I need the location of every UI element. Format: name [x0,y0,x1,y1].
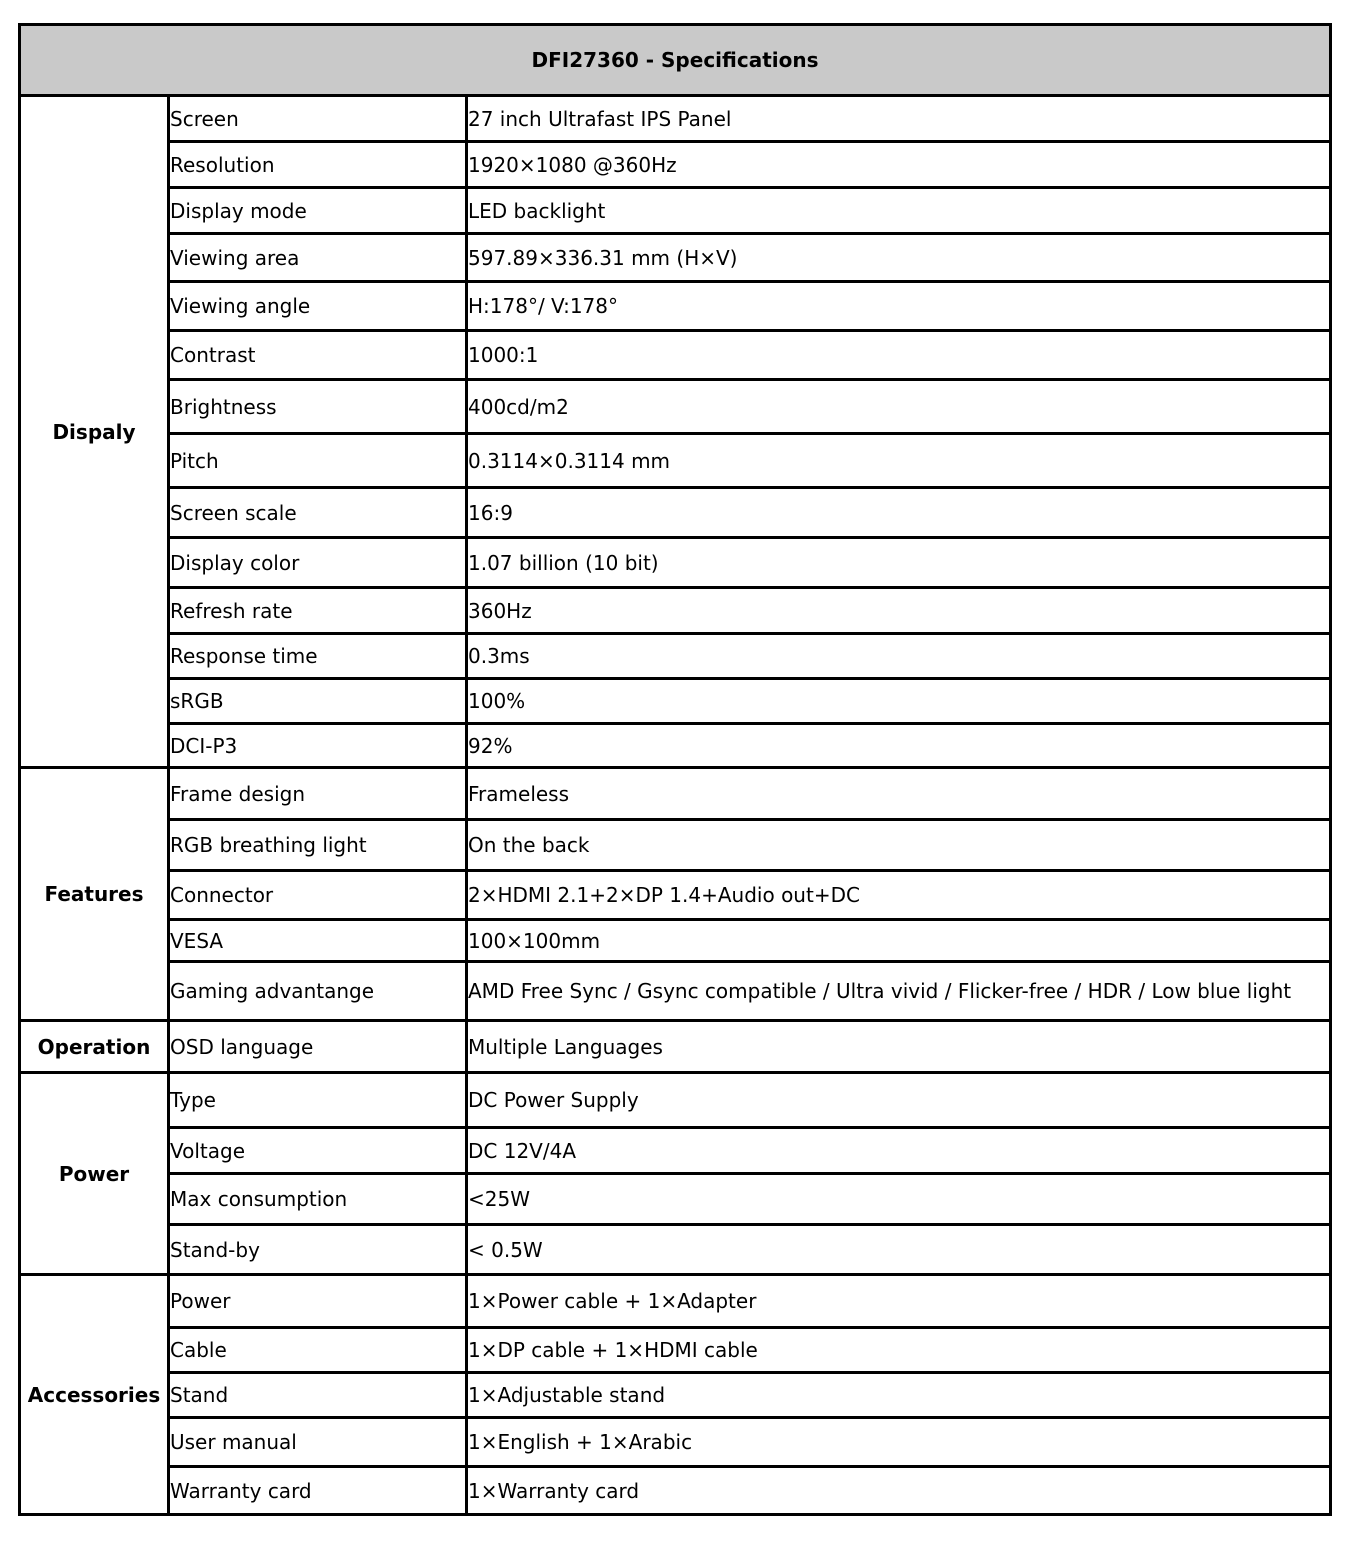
spec-row [20,1021,1331,1073]
spec-row [20,188,1331,234]
spec-row [20,1418,1331,1467]
spec-label: Display mode [169,188,467,234]
section-name: Power [20,1073,169,1275]
spec-label: Power [169,1275,467,1328]
spec-row [20,768,1331,820]
spec-label: Gaming advantange [169,962,467,1021]
spec-value: 100% [467,679,1331,724]
spec-value: 1×Power cable + 1×Adapter [467,1275,1331,1328]
section-name: Operation [20,1021,169,1073]
spec-label: Max consumption [169,1174,467,1225]
spec-value: 597.89×336.31 mm (H×V) [467,234,1331,282]
spec-row [20,820,1331,871]
spec-value: Frameless [467,768,1331,820]
spec-row [20,1467,1331,1515]
spec-row [20,1328,1331,1373]
spec-row [20,380,1331,434]
spec-label: Screen [169,96,467,142]
spec-value: 1000:1 [467,331,1331,380]
spec-value: 1×English + 1×Arabic [467,1418,1331,1467]
spec-label: Response time [169,634,467,679]
spec-value: 0.3114×0.3114 mm [467,434,1331,488]
spec-value: 1×Adjustable stand [467,1373,1331,1418]
spec-row [20,282,1331,331]
section-name: Accessories [20,1275,169,1515]
spec-row [20,1373,1331,1418]
spec-value: H:178°/ V:178° [467,282,1331,331]
spec-label: sRGB [169,679,467,724]
spec-value: 0.3ms [467,634,1331,679]
spec-value: 16:9 [467,488,1331,538]
title-row [20,25,1331,96]
page-title: DFI27360 - Specifications [20,25,1331,96]
spec-value: 1×Warranty card [467,1467,1331,1515]
spec-label: DCI-P3 [169,724,467,768]
spec-row [20,96,1331,142]
spec-label: User manual [169,1418,467,1467]
spec-value: 360Hz [467,588,1331,634]
spec-value: DC 12V/4A [467,1128,1331,1174]
spec-value: < 0.5W [467,1225,1331,1275]
spec-row [20,434,1331,488]
spec-value: Multiple Languages [467,1021,1331,1073]
spec-value: 1920×1080 @360Hz [467,142,1331,188]
spec-row [20,331,1331,380]
spec-row [20,488,1331,538]
section-name: Features [20,768,169,1021]
spec-label: VESA [169,920,467,962]
spec-value: 1×DP cable + 1×HDMI cable [467,1328,1331,1373]
spec-value: 1.07 billion (10 bit) [467,538,1331,588]
spec-label: OSD language [169,1021,467,1073]
spec-row [20,538,1331,588]
spec-value: LED backlight [467,188,1331,234]
spec-label: Cable [169,1328,467,1373]
spec-row [20,1128,1331,1174]
spec-row [20,634,1331,679]
spec-label: Resolution [169,142,467,188]
spec-label: Refresh rate [169,588,467,634]
spec-label: Screen scale [169,488,467,538]
spec-label: Type [169,1073,467,1128]
spec-value: 2×HDMI 2.1+2×DP 1.4+Audio out+DC [467,871,1331,920]
spec-row [20,142,1331,188]
spec-label: RGB breathing light [169,820,467,871]
spec-label: Stand [169,1373,467,1418]
spec-row [20,679,1331,724]
spec-value: DC Power Supply [467,1073,1331,1128]
spec-value: AMD Free Sync / Gsync compatible / Ultra vivid / Flicker-free / HDR / Low blue light [467,962,1331,1021]
spec-label: Viewing angle [169,282,467,331]
spec-row [20,1174,1331,1225]
spec-row [20,234,1331,282]
spec-value: 92% [467,724,1331,768]
spec-label: Voltage [169,1128,467,1174]
spec-value: 27 inch Ultrafast IPS Panel [467,96,1331,142]
spec-label: Contrast [169,331,467,380]
spec-row [20,871,1331,920]
spec-row [20,962,1331,1021]
spec-label: Frame design [169,768,467,820]
spec-row [20,1275,1331,1328]
spec-label: Connector [169,871,467,920]
spec-value: 100×100mm [467,920,1331,962]
spec-label: Display color [169,538,467,588]
spec-row [20,588,1331,634]
spec-label: Viewing area [169,234,467,282]
spec-label: Brightness [169,380,467,434]
spec-row [20,1225,1331,1275]
spec-value: <25W [467,1174,1331,1225]
spec-row [20,1073,1331,1128]
section-name: Dispaly [20,96,169,768]
spec-label: Pitch [169,434,467,488]
spec-value: 400cd/m2 [467,380,1331,434]
spec-label: Stand-by [169,1225,467,1275]
spec-table [18,23,1332,1516]
spec-row [20,724,1331,768]
spec-row [20,920,1331,962]
spec-value: On the back [467,820,1331,871]
spec-label: Warranty card [169,1467,467,1515]
